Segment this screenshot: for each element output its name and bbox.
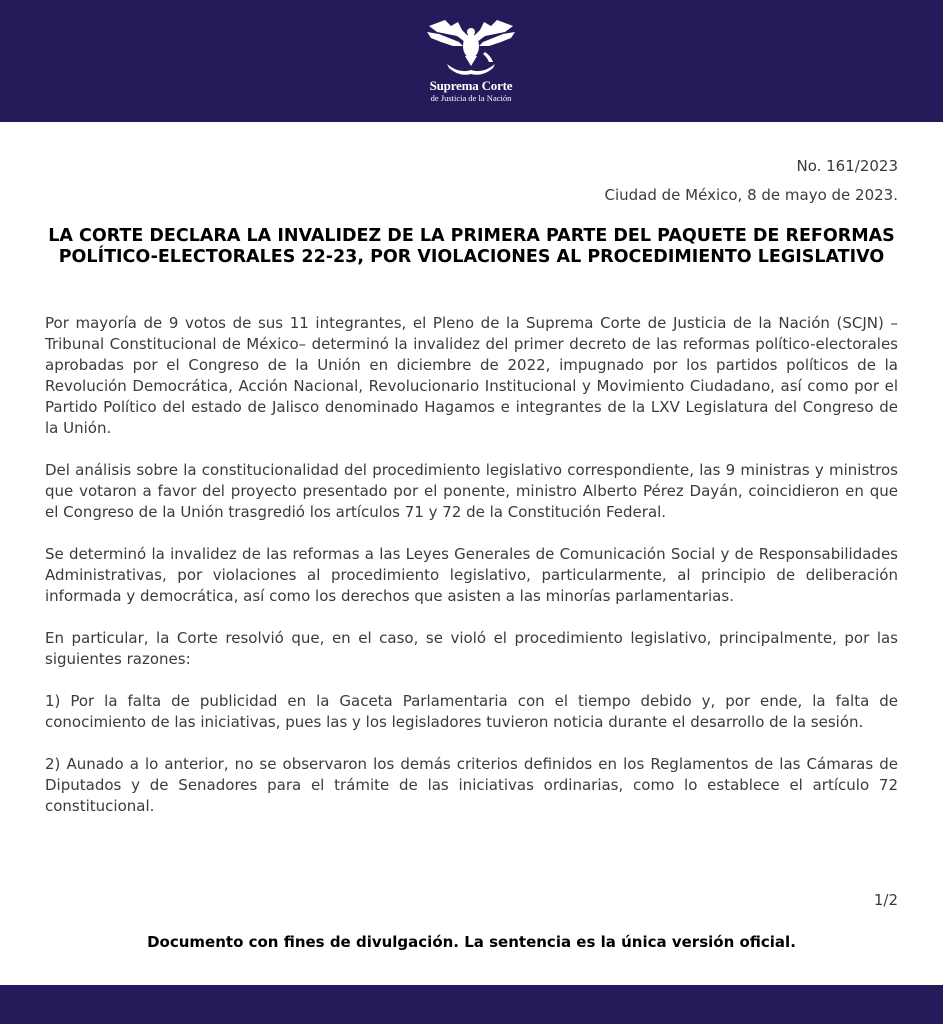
paragraph: En particular, la Corte resolvió que, en el caso, se violó el procedimiento legislativo, principalmente, por las siguientes razones: [45, 629, 898, 668]
paragraph: Del análisis sobre la constitucionalidad del procedimiento legislativo correspondiente, las 9 ministras y ministros que votaron a favor del proyecto presentado por el ponente, ministro Alberto Pérez Dayán, coincidieron en que el Congreso de la Unión trasgredió los artículos 71 y 72 de la Constitución Federal. [45, 461, 898, 521]
paragraph-reason-1: 1) Por la falta de publicidad en la Gaceta Parlamentaria con el tiempo debido y, por ende, la falta de conocimiento de las iniciativas, pues las y los legisladores tuvieron noticia durante el desarrollo de la sesión. [45, 692, 898, 731]
document-date: Ciudad de México, 8 de mayo de 2023. [604, 186, 898, 204]
document-number: No. 161/2023 [796, 157, 898, 175]
paragraph: Por mayoría de 9 votos de sus 11 integrantes, el Pleno de la Suprema Corte de Justicia de la Nación (SCJN) –Tribunal Constitucional de México– determinó la invalidez del primer decreto de las reformas político-electorales aprobadas por el Congreso de la Unión en diciembre de 2022, impugnado por los partidos políticos de la Revolución Democrática, Acción Nacional, Revolucionario Institucional y Movimiento Ciudadano, así como por el Partido Político del estado de Jalisco denominado Hagamos e integrantes de la LXV Legislatura del Congreso de la Unión. [45, 314, 898, 437]
footer-bar [0, 985, 943, 1024]
logo-name: Suprema Corte [429, 78, 513, 93]
eagle-emblem-icon [425, 16, 517, 78]
header-bar [0, 0, 943, 122]
logo-subtitle: de Justicia de la Nación [430, 93, 512, 103]
press-release-title: LA CORTE DECLARA LA INVALIDEZ DE LA PRIMERA PARTE DEL PAQUETE DE REFORMAS POLÍTICO-ELECTORALES 22-23, POR VIOLACIONES AL PROCEDIMIENTO LEGISLATIVO [48, 226, 895, 267]
disclaimer: Documento con fines de divulgación. La sentencia es la única versión oficial. [147, 933, 796, 951]
paragraph-reason-2: 2) Aunado a lo anterior, no se observaron los demás criterios definidos en los Reglamentos de las Cámaras de Diputados y de Senadores para el trámite de las iniciativas ordinarias, como lo establece el artículo 72 constitucional. [45, 755, 898, 815]
paragraph: Se determinó la invalidez de las reformas a las Leyes Generales de Comunicación Social y de Responsabilidades Administrativas, por violaciones al procedimiento legislativo, particularmente, al principio de deliberación informada y democrática, así como los derechos que asisten a las minorías parlamentarias. [45, 545, 898, 605]
page-number: 1/2 [873, 891, 898, 909]
body-text [45, 313, 898, 838]
scjn-logo [415, 16, 527, 114]
